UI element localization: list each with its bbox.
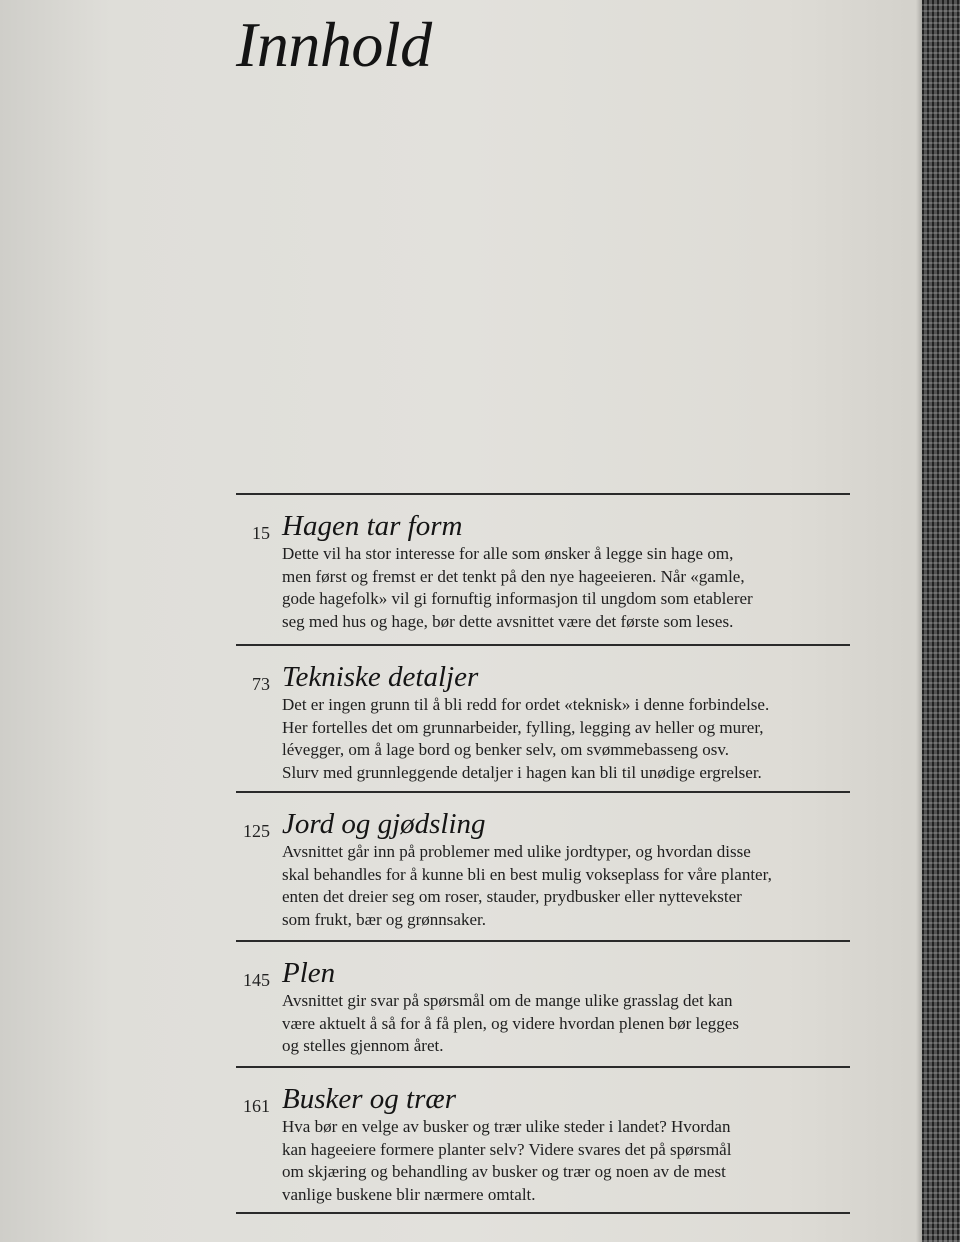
section-heading: Plen <box>282 957 336 989</box>
section-heading: Hagen tar form <box>282 510 463 542</box>
page-number: 145 <box>243 970 270 990</box>
description-line: Her fortelles det om grunnarbeider, fylling, legging av heller og murer, <box>282 717 764 737</box>
description-line: gode hagefolk» vil gi fornuftig informasjon til ungdom som etablerer <box>282 589 753 608</box>
description-line: og stelles gjennom året. <box>282 1036 444 1055</box>
section-description <box>282 990 850 1058</box>
section-heading: Tekniske detaljer <box>282 661 479 693</box>
section-description <box>282 543 850 633</box>
description-line: skal behandles for å kunne bli en best mulig vokseplass for våre planter, <box>282 864 772 884</box>
toc-entry <box>236 644 850 784</box>
page-number: 161 <box>243 1096 270 1116</box>
description-line: Det er ingen grunn til å bli redd for ordet «teknisk» i denne forbindelse. <box>282 695 770 714</box>
page-number: 15 <box>252 523 270 543</box>
entry-header <box>236 1082 850 1114</box>
toc-entry-end <box>236 1212 850 1214</box>
description-line: Dette vil ha stor interesse for alle som ønsker å legge sin hage om, <box>282 544 734 563</box>
description-line: Avsnittet gir svar på spørsmål om de mange ulike grasslag det kan <box>282 991 733 1010</box>
description-line: seg med hus og hage, bør dette avsnittet være det første som leses. <box>282 611 734 631</box>
section-description <box>282 694 850 784</box>
description-line: være aktuelt å så for å få plen, og videre hvordan plenen bør legges <box>282 1013 739 1033</box>
description-line: som frukt, bær og grønnsaker. <box>282 909 486 929</box>
section-heading: Busker og trær <box>282 1083 456 1115</box>
section-description <box>282 841 850 931</box>
section-description <box>282 1116 850 1206</box>
divider <box>236 493 850 495</box>
entry-header <box>236 807 850 839</box>
page-number: 125 <box>243 821 270 841</box>
toc-entry <box>236 1066 850 1206</box>
page-number: 73 <box>252 674 270 694</box>
description-line: enten det dreier seg om roser, stauder, prydbusker eller nyttevekster <box>282 887 742 906</box>
description-line: men først og fremst er det tenkt på den nye hageeieren. Når «gamle, <box>282 566 745 586</box>
divider <box>236 940 850 942</box>
fabric-background <box>922 0 960 1242</box>
entry-header <box>236 509 850 541</box>
divider <box>236 1066 850 1068</box>
toc-entry <box>236 791 850 931</box>
description-line: Hva bør en velge av busker og trær ulike steder i landet? Hvordan <box>282 1117 731 1136</box>
description-line: kan hageeiere formere planter selv? Videre svares det på spørsmål <box>282 1139 732 1159</box>
page-title: Innhold <box>236 9 432 80</box>
toc-entry <box>236 940 850 1058</box>
divider <box>236 1212 850 1214</box>
divider <box>236 791 850 793</box>
entry-header <box>236 660 850 692</box>
description-line: Avsnittet går inn på problemer med ulike jordtyper, og hvordan disse <box>282 842 751 861</box>
description-line: vanlige buskene blir nærmere omtalt. <box>282 1184 536 1204</box>
entry-header <box>236 956 850 988</box>
description-line: lévegger, om å lage bord og benker selv, om svømmebasseng osv. <box>282 740 730 759</box>
description-line: om skjæring og behandling av busker og trær og noen av de mest <box>282 1162 726 1181</box>
section-heading: Jord og gjødsling <box>282 808 486 840</box>
toc-entry <box>236 493 850 633</box>
divider <box>236 644 850 646</box>
description-line: Slurv med grunnleggende detaljer i hagen kan bli til unødige ergrelser. <box>282 762 762 782</box>
